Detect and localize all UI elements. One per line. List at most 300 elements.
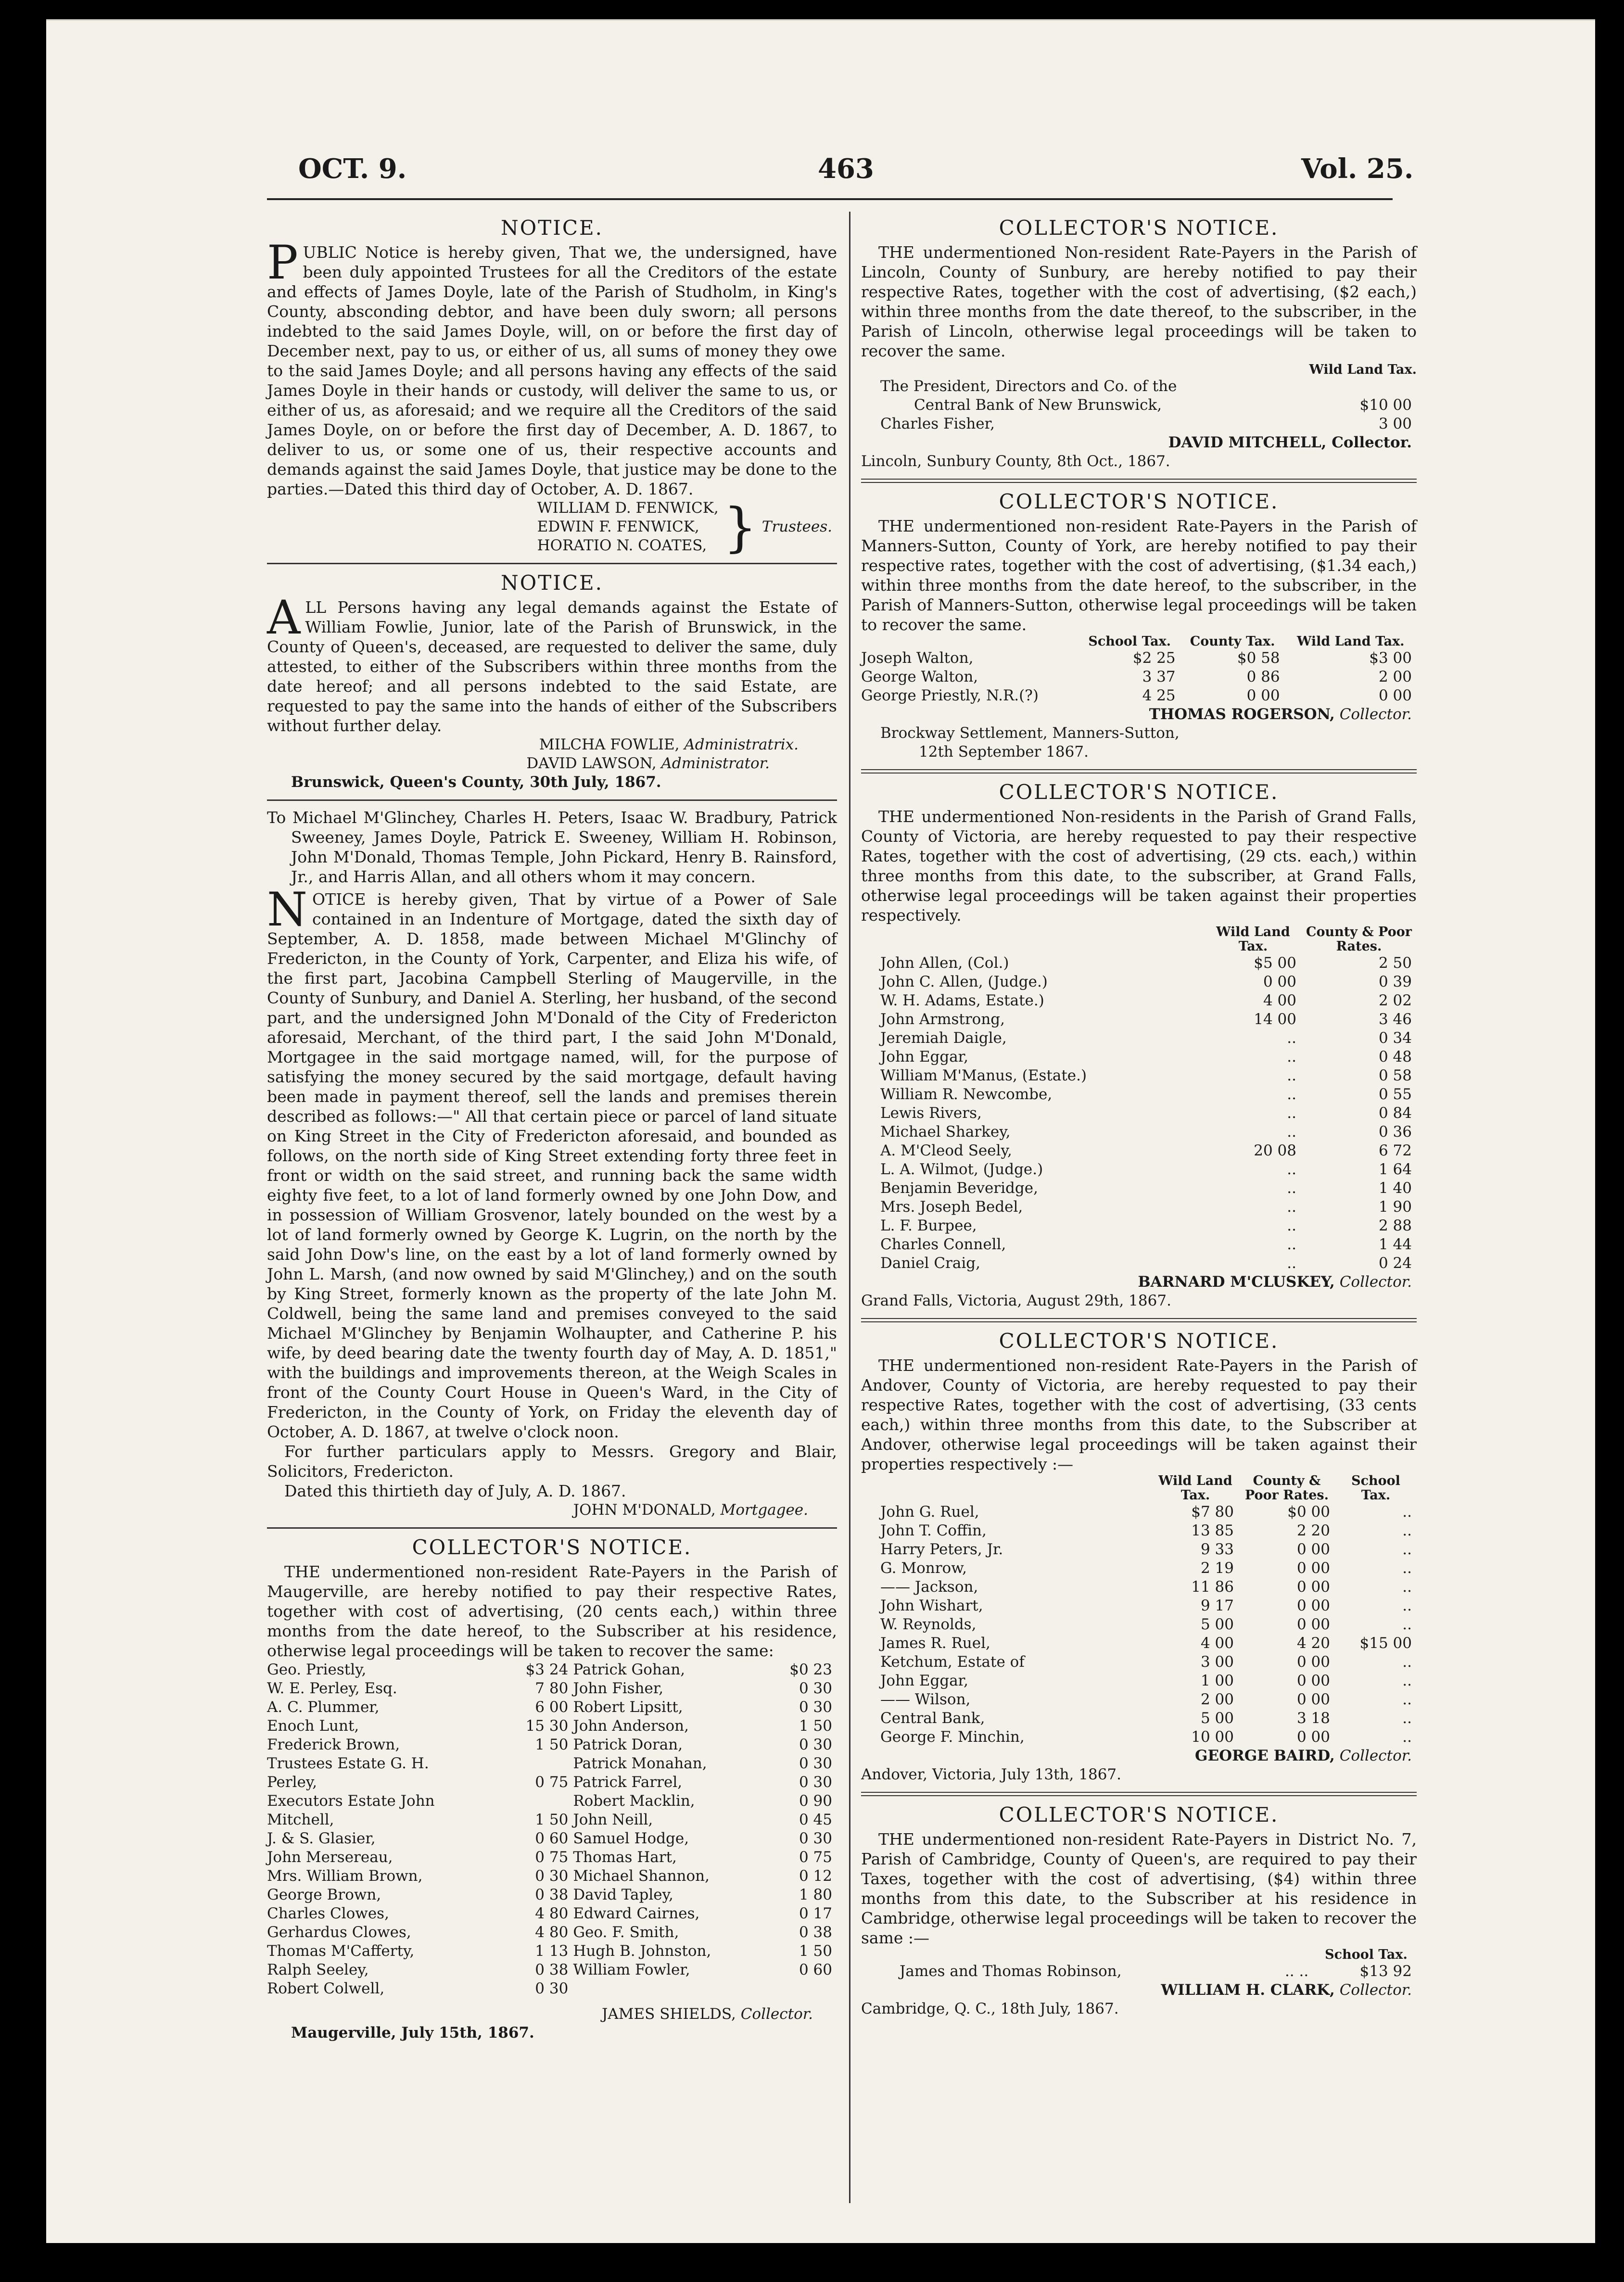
tax-amount: 15 30 xyxy=(525,1717,569,1735)
table-row xyxy=(861,1104,1417,1123)
ratepayer-name: John Eggar, xyxy=(880,1672,968,1689)
table-row xyxy=(267,1736,837,1754)
trustee-signatures xyxy=(267,496,832,558)
table-row xyxy=(861,1597,1417,1615)
tax-amount: 2 50 xyxy=(1378,954,1412,972)
ratepayer-name: Thomas Hart, xyxy=(573,1849,677,1866)
notice-grand-falls xyxy=(861,780,1417,1310)
tax-amount: .. xyxy=(1402,1503,1412,1521)
table-row xyxy=(861,1653,1417,1672)
ratepayer-name: W. E. Perley, Esq. xyxy=(267,1680,397,1697)
tax-amount: 2 20 xyxy=(1296,1522,1330,1539)
ratepayer-table xyxy=(861,925,1417,1273)
tax-amount: 0 38 xyxy=(799,1924,832,1941)
table-row xyxy=(861,1235,1417,1254)
signer: JAMES SHIELDS, xyxy=(601,2005,736,2023)
table-row xyxy=(267,1848,837,1867)
ratepayer-name: John Armstrong, xyxy=(880,1011,1005,1028)
notice-lincoln xyxy=(861,216,1417,471)
ratepayer-name: —— Jackson, xyxy=(880,1578,978,1596)
signer: WILLIAM H. CLARK, xyxy=(1161,1981,1335,1999)
table-row xyxy=(861,1254,1417,1273)
table-row xyxy=(861,649,1417,668)
tax-amount: .. xyxy=(1402,1691,1412,1708)
notice-body: THE undermentioned Non-residents in the Parish of Grand Falls, County of Victoria, are hereby requested to pay their respective Rates, together with the cost of advertising, (29 cts. each,) within three months from this date, to the subscriber, at Grand Falls, otherwise legal proceedings will be taken against their properties respectively. xyxy=(861,807,1417,925)
tax-amount: .. xyxy=(1287,1123,1296,1141)
tax-amount: 1 50 xyxy=(799,1942,832,1960)
tax-amount: .. xyxy=(1287,1104,1296,1122)
ratepayer-name: Central Bank of New Brunswick, xyxy=(914,396,1162,414)
ratepayer-name: Trustees Estate G. H. xyxy=(267,1755,429,1772)
tax-amount: $10 00 xyxy=(1359,396,1412,414)
ratepayer-name: W. Reynolds, xyxy=(880,1616,977,1633)
table-row xyxy=(267,1661,837,1679)
signer: DAVID MITCHELL, Collector. xyxy=(1168,434,1412,451)
signer: THOMAS ROGERSON, xyxy=(1149,706,1335,723)
notice-fowlie xyxy=(267,571,837,792)
ratepayer-name: Benjamin Beveridge, xyxy=(880,1179,1038,1197)
signer-role: Collector. xyxy=(1339,1747,1412,1764)
tax-amount: 1 50 xyxy=(535,1736,569,1753)
table-row xyxy=(861,668,1417,686)
ratepayer-table xyxy=(861,1474,1417,1747)
signer: JOHN M'DONALD, xyxy=(573,1501,716,1519)
ratepayer-name: John Mersereau, xyxy=(267,1849,393,1866)
tax-amount: 0 30 xyxy=(535,1867,569,1885)
tax-amount: 3 18 xyxy=(1296,1710,1330,1727)
drop-cap: N xyxy=(267,883,307,937)
table-row xyxy=(861,1048,1417,1066)
section-rule xyxy=(861,1318,1417,1322)
dated-line: Dated this thirtieth day of July, A. D. 1867. xyxy=(284,1482,626,1500)
tax-amount: 0 12 xyxy=(799,1867,832,1885)
tax-amount xyxy=(770,1979,837,1998)
section-rule xyxy=(267,799,837,801)
ratepayer-table xyxy=(861,363,1417,433)
tax-amount: 1 90 xyxy=(1378,1198,1412,1216)
notice-title: NOTICE. xyxy=(501,216,603,240)
tax-amount: 0 00 xyxy=(1246,687,1280,704)
tax-amount: $5 00 xyxy=(1254,954,1296,972)
tax-amount: 0 30 xyxy=(799,1755,832,1772)
ratepayer-table xyxy=(861,634,1417,705)
column-header: County & Poor Rates. xyxy=(1306,925,1412,954)
ratepayer-name: James R. Ruel, xyxy=(880,1635,990,1652)
tax-amount: 0 00 xyxy=(1296,1728,1330,1746)
ratepayer-table xyxy=(861,1948,1417,1981)
tax-amount xyxy=(1309,377,1417,396)
tax-amount: .. xyxy=(1287,1161,1296,1178)
ratepayer-name: Patrick Doran, xyxy=(573,1736,683,1753)
ratepayer-name: Robert Lipsitt, xyxy=(573,1699,683,1716)
left-column xyxy=(267,214,837,2050)
table-row xyxy=(267,1829,837,1848)
tax-amount: 0 60 xyxy=(799,1961,832,1978)
table-row xyxy=(861,1010,1417,1029)
tax-amount: .. xyxy=(1402,1653,1412,1671)
signer: WILLIAM D. FENWICK, xyxy=(537,499,719,517)
table-row xyxy=(861,1634,1417,1653)
volume-number: Vol. 25. xyxy=(1301,153,1414,185)
ratepayer-name: Patrick Monahan, xyxy=(573,1755,707,1772)
table-row xyxy=(861,1559,1417,1578)
notice-title: COLLECTOR'S NOTICE. xyxy=(412,1535,692,1559)
tax-amount: $0 00 xyxy=(1287,1503,1330,1521)
tax-amount: $0 58 xyxy=(1237,649,1280,667)
ratepayer-name: William R. Newcombe, xyxy=(880,1086,1053,1103)
drop-cap: A xyxy=(267,591,301,645)
ratepayer-name: William Fowler, xyxy=(573,1961,690,1978)
ratepayer-name: John Anderson, xyxy=(573,1717,689,1735)
tax-amount: 0 30 xyxy=(535,1980,569,1997)
tax-amount: 1 00 xyxy=(1200,1672,1234,1689)
place-date: Lincoln, Sunbury County, 8th Oct., 1867. xyxy=(861,453,1170,470)
tax-amount: 1 44 xyxy=(1378,1236,1412,1253)
ratepayer-name: Ketchum, Estate of xyxy=(880,1653,1025,1671)
tax-amount: 0 36 xyxy=(1378,1123,1412,1141)
notice-title: COLLECTOR'S NOTICE. xyxy=(999,1329,1279,1353)
tax-amount: 11 86 xyxy=(1191,1578,1234,1596)
ratepayer-name: John T. Coffin, xyxy=(880,1522,987,1539)
notice-title: COLLECTOR'S NOTICE. xyxy=(999,780,1279,804)
ratepayer-name: A. M'Cleod Seely, xyxy=(880,1142,1012,1159)
notice-cambridge xyxy=(861,1803,1417,2018)
tax-amount: 0 75 xyxy=(535,1849,569,1866)
table-row xyxy=(861,1160,1417,1179)
table-row xyxy=(861,1141,1417,1160)
tax-amount: 0 00 xyxy=(1296,1672,1330,1689)
brace-glyph: } xyxy=(723,496,757,558)
place-date: Brockway Settlement, Manners-Sutton, xyxy=(880,724,1180,742)
ratepayer-name: Lewis Rivers, xyxy=(880,1104,982,1122)
tax-amount: 0 38 xyxy=(535,1886,569,1903)
tax-amount: 0 55 xyxy=(1378,1086,1412,1103)
tax-amount: .. xyxy=(1287,1086,1296,1103)
tax-amount: 4 00 xyxy=(1200,1635,1234,1652)
tax-amount: 10 00 xyxy=(1191,1728,1234,1746)
tax-amount: 1 64 xyxy=(1378,1161,1412,1178)
ratepayer-name: Michael Shannon, xyxy=(573,1867,710,1885)
ratepayer-name: David Tapley, xyxy=(573,1886,673,1903)
table-row xyxy=(861,1521,1417,1540)
notice-body: THE undermentioned non-resident Rate-Payers in District No. 7, Parish of Cambridge, County of Queen's, are required to pay their Taxes, together with the cost of advertising, ($4) within three months from this date, to the Subscriber at his residence in Cambridge, otherwise legal proceedings will be taken to recover the same :— xyxy=(861,1830,1417,1947)
tax-amount: 0 00 xyxy=(1296,1578,1330,1596)
signer: EDWIN F. FENWICK, xyxy=(537,518,699,535)
ratepayer-name: Gerhardus Clowes, xyxy=(267,1924,411,1941)
notice-mortgage xyxy=(267,808,837,1520)
tax-amount: 3 00 xyxy=(1200,1653,1234,1671)
ratepayer-name: John Eggar, xyxy=(880,1048,968,1065)
tax-amount: .. xyxy=(1287,1255,1296,1272)
tax-amount: 0 75 xyxy=(535,1774,569,1791)
ratepayer-name: Charles Connell, xyxy=(880,1236,1006,1253)
right-column xyxy=(861,214,1417,2026)
tax-amount: 0 24 xyxy=(1378,1255,1412,1272)
section-rule xyxy=(861,479,1417,483)
table-row xyxy=(861,1540,1417,1559)
table-row xyxy=(861,1029,1417,1048)
tax-amount: 1 40 xyxy=(1378,1179,1412,1197)
signer-role: Mortgagee. xyxy=(720,1501,808,1519)
ratepayer-name: George Brown, xyxy=(267,1886,381,1903)
tax-amount: .. xyxy=(1402,1559,1412,1577)
notice-body: THE undermentioned non-resident Rate-Payers in the Parish of Manners-Sutton, County of York, are hereby notified to pay their respective rates, together with the cost of advertising, ($1.34 each,) within three months from the date hereof, to the subscriber, in the Parish of Manners-Sutton, otherwise legal proceedings will be taken to recover the same. xyxy=(861,517,1417,634)
ratepayer-name xyxy=(573,1979,769,1998)
tax-amount: .. xyxy=(1402,1672,1412,1689)
column-header: Wild Land Tax. xyxy=(1158,1473,1232,1503)
tax-amount: 0 00 xyxy=(1296,1616,1330,1633)
tax-amount: .. xyxy=(1402,1578,1412,1596)
tax-amount: 0 00 xyxy=(1296,1653,1330,1671)
tax-amount: 6 72 xyxy=(1378,1142,1412,1159)
tax-amount: .. xyxy=(1402,1541,1412,1558)
tax-amount xyxy=(506,1792,573,1811)
tax-amount: 0 84 xyxy=(1378,1104,1412,1122)
tax-amount: 2 19 xyxy=(1200,1559,1234,1577)
table-row xyxy=(861,973,1417,991)
ratepayer-name: L. A. Wilmot, (Judge.) xyxy=(880,1161,1043,1178)
table-row xyxy=(861,686,1417,705)
tax-amount: 0 30 xyxy=(799,1830,832,1847)
tax-amount: 0 00 xyxy=(1263,973,1296,990)
signer-role: Collector. xyxy=(740,2005,813,2023)
tax-amount: .. xyxy=(1287,1179,1296,1197)
column-divider xyxy=(849,212,850,2203)
table-row xyxy=(267,1886,837,1904)
notice-title: COLLECTOR'S NOTICE. xyxy=(999,216,1279,240)
tax-amount: .. xyxy=(1287,1048,1296,1065)
signer: MILCHA FOWLIE, xyxy=(539,736,680,753)
tax-amount: 2 00 xyxy=(1378,668,1412,685)
signer-role: Collector. xyxy=(1339,706,1412,723)
ratepayer-name: John G. Ruel, xyxy=(880,1503,979,1521)
notice-body: UBLIC Notice is hereby given, That we, the undersigned, have been duly appointed Trustees for all the Creditors of the estate and effects of James Doyle, late of the Parish of Studholm, in King's County, absconding debtor, and have been duly sworn; all persons indebted to the said James Doyle, will, on or before the first day of December next, pay to us, or either of us, all sums of money they owe to the said James Doyle; and all persons having any effects of the said James Doyle in their hands or custody, will deliver the same to us, or either of us, as aforesaid; and we require all the Creditors of the said James Doyle, on or before the first day of December, A. D. 1867, to deliver to us, or some one of us, their respective accounts and demands against the said James Doyle, that justice may be done to the parties.—Dated this third day of October, A. D. 1867. xyxy=(267,243,837,498)
ratepayer-name: Ralph Seeley, xyxy=(267,1961,369,1978)
ratepayer-name: Samuel Hodge, xyxy=(573,1830,689,1847)
tax-amount: 6 00 xyxy=(535,1699,569,1716)
place-date: Grand Falls, Victoria, August 29th, 1867. xyxy=(861,1292,1171,1309)
ratepayer-name: John Wishart, xyxy=(880,1597,983,1614)
notice-body: THE undermentioned Non-resident Rate-Payers in the Parish of Lincoln, County of Sunbury, are hereby notified to pay their respective Rates, together with the cost of advertising, ($2 each,) within three months from the date thereof, to the subscriber, in the Parish of Lincoln, otherwise legal proceedings will be taken to recover the same. xyxy=(861,243,1417,360)
tax-amount: .. xyxy=(1287,1067,1296,1084)
ratepayer-name: Mrs. William Brown, xyxy=(267,1867,423,1885)
page-date: OCT. 9. xyxy=(298,153,407,185)
tax-amount: 3 46 xyxy=(1378,1011,1412,1028)
tax-amount: 9 33 xyxy=(1200,1541,1234,1558)
signer: BARNARD M'CLUSKEY, xyxy=(1138,1273,1335,1291)
ratepayer-name: J. & S. Glasier, xyxy=(267,1830,376,1847)
ratepayer-name: Michael Sharkey, xyxy=(880,1123,1011,1141)
column-header: School Tax. xyxy=(1325,1947,1408,1962)
table-row xyxy=(267,1942,837,1961)
tax-amount: 14 00 xyxy=(1254,1011,1296,1028)
notice-title: NOTICE. xyxy=(501,571,603,595)
tax-amount: 0 34 xyxy=(1378,1029,1412,1047)
tax-amount xyxy=(506,1754,573,1773)
further-particulars: For further particulars apply to Messrs. Gregory and Blair, Solicitors, Fredericton. xyxy=(267,1442,837,1481)
tax-amount: 0 00 xyxy=(1296,1597,1330,1614)
tax-amount: .. xyxy=(1402,1728,1412,1746)
tax-amount: 0 30 xyxy=(799,1699,832,1716)
table-row xyxy=(267,1717,837,1736)
tax-amount: 5 00 xyxy=(1200,1710,1234,1727)
section-rule xyxy=(861,769,1417,773)
table-row xyxy=(861,1615,1417,1634)
ratepayer-name: Patrick Farrel, xyxy=(573,1774,683,1791)
ratepayer-name: A. C. Plummer, xyxy=(267,1699,380,1716)
column-header: County & Poor Rates. xyxy=(1244,1473,1329,1503)
tax-amount: 0 90 xyxy=(799,1792,832,1810)
ratepayer-name: George F. Minchin, xyxy=(880,1728,1025,1746)
tax-amount: .. xyxy=(1402,1597,1412,1614)
ratepayer-name: Jeremiah Daigle, xyxy=(880,1029,1007,1047)
table-row xyxy=(861,1503,1417,1521)
tax-amount: .. xyxy=(1287,1029,1296,1047)
tax-amount: 5 00 xyxy=(1200,1616,1234,1633)
notice-maugerville xyxy=(267,1535,837,2042)
notice-body: OTICE is hereby given, That by virtue of a Power of Sale contained in an Indenture of Mortgage, dated the sixth day of September, A. D. 1858, made between Michael M'Glinchy of Fredericton, in the County of York, Carpenter, and Eliza his wife, of the first part, Jacobina Campbell Sterling of Maugerville, in the County of Sunbury, and Daniel A. Sterling, her husband, of the second part, and the undersigned John M'Donald of the City of Fredericton aforesaid, Merchant, of the third part, I the said John M'Donald, Mortgagee in the said mortgage named, will, for the purpose of satisfying the money secured by the said mortgage, default having been made in payment thereof, sell the lands and premises therein described as follows:—" All that certain piece or parcel of land situate on King Street in the City of Fredericton aforesaid, and bounded as follows, on the north side of King Street extending forty three feet in front or width on the said street, and running back the same width eighty five feet, to a lot of land formerly owned by one John Dow, and in possession of William Grosvenor, lately bounded on the west by a lot of land formerly owned by George K. Lugrin, on the north by the said John Dow's line, on the east by a lot of land formerly owned by John L. Marsh, (and now owned by said M'Glinchey,) and on the south by King Street, formerly known as the property of the late John M. Coldwell, being the same land and premises conveyed to the said Michael M'Glinchey by Benjamin Wolhaupter, and Catherine P. his wife, by deed bearing date the twenty fourth day of May, A. D. 1851," with the buildings and improvements thereon, at the Weigh Scales in front of the County Court House in Queen's Ward, in the City of Fredericton, in the County of York, on Friday the eleventh day of October, A. D. 1867, at twelve o'clock noon. xyxy=(267,890,837,1441)
tax-amount: 0 48 xyxy=(1378,1048,1412,1065)
ratepayer-name: George Walton, xyxy=(861,668,978,685)
tax-amount: 0 00 xyxy=(1296,1541,1330,1558)
tax-amount: 4 00 xyxy=(1263,992,1296,1009)
column-header: Wild Land Tax. xyxy=(1216,925,1290,954)
tax-amount: 1 13 xyxy=(535,1942,569,1960)
ratepayer-name: Daniel Craig, xyxy=(880,1255,980,1272)
table-row xyxy=(861,1709,1417,1728)
page-number: 463 xyxy=(818,153,874,185)
tax-amount: 4 25 xyxy=(1142,687,1176,704)
signer-role: Collector. xyxy=(1339,1981,1412,1999)
tax-amount: 3 37 xyxy=(1142,668,1176,685)
ratepayer-name: Mitchell, xyxy=(267,1811,334,1828)
table-row xyxy=(267,1679,837,1698)
ratepayer-name: The President, Directors and Co. of the xyxy=(880,378,1177,395)
tax-amount: 4 80 xyxy=(535,1924,569,1941)
place-date: 12th September 1867. xyxy=(919,743,1089,761)
tax-amount: 0 00 xyxy=(1378,687,1412,704)
tax-amount: 1 50 xyxy=(799,1717,832,1735)
ratepayer-name: —— Wilson, xyxy=(880,1691,971,1708)
tax-amount: 1 80 xyxy=(799,1886,832,1903)
ratepayer-name: Edward Cairnes, xyxy=(573,1905,700,1922)
tax-amount: .. xyxy=(1402,1710,1412,1727)
tax-amount: 0 30 xyxy=(799,1736,832,1753)
tax-amount: 0 75 xyxy=(799,1849,832,1866)
table-row xyxy=(861,1179,1417,1198)
header-rule xyxy=(267,198,1393,200)
table-row xyxy=(861,1672,1417,1690)
signer: DAVID LAWSON, xyxy=(526,755,657,772)
table-row xyxy=(267,1923,837,1942)
table-row xyxy=(861,1728,1417,1747)
column-header: Wild Land Tax. xyxy=(1309,362,1417,377)
tax-amount: .. xyxy=(1287,1198,1296,1216)
ratepayer-name: Charles Clowes, xyxy=(267,1905,389,1922)
place-date: Maugerville, July 15th, 1867. xyxy=(291,2024,534,2041)
signer-role: Administratrix. xyxy=(684,736,799,753)
table-row xyxy=(267,1811,837,1829)
tax-amount: 13 85 xyxy=(1191,1522,1234,1539)
notice-body: THE undermentioned non-resident Rate-Payers in the Parish of Maugerville, are hereby notified to pay their respective Rates, together with cost of advertising, (20 cents each,) within three months from the date hereof, to the Subscriber at his residence, otherwise legal proceedings will be taken to recover the same: xyxy=(267,1562,837,1660)
tax-amount: .. .. xyxy=(1284,1963,1309,1980)
drop-cap: P xyxy=(267,236,298,290)
section-rule xyxy=(861,1792,1417,1796)
tax-amount: 0 38 xyxy=(535,1961,569,1978)
table-row xyxy=(267,1773,837,1792)
tax-amount: 3 00 xyxy=(1378,415,1412,432)
table-row xyxy=(861,1217,1417,1235)
signer-role: Administrator. xyxy=(661,755,770,772)
column-header: School Tax. xyxy=(1351,1473,1400,1503)
tax-amount: .. xyxy=(1287,1217,1296,1234)
tax-amount: .. xyxy=(1287,1236,1296,1253)
tax-amount: $13 92 xyxy=(1359,1963,1412,1980)
ratepayer-table xyxy=(267,1661,837,1998)
table-row xyxy=(267,1792,837,1811)
table-row xyxy=(267,1904,837,1923)
notice-doyle xyxy=(267,216,837,558)
place-date: Cambridge, Q. C., 18th July, 1867. xyxy=(861,2000,1119,2017)
column-header: School Tax. xyxy=(1088,634,1171,649)
ratepayer-name: Enoch Lunt, xyxy=(267,1717,359,1735)
table-row xyxy=(267,1979,837,1998)
tax-amount: $0 23 xyxy=(789,1661,832,1678)
notice-manners-sutton xyxy=(861,490,1417,761)
tax-amount: $7 80 xyxy=(1191,1503,1234,1521)
table-row xyxy=(861,954,1417,973)
ratepayer-name: Robert Colwell, xyxy=(267,1980,385,1997)
ratepayer-name: George Priestly, N.R.(?) xyxy=(861,687,1039,704)
table-row xyxy=(861,1085,1417,1104)
tax-amount: 9 17 xyxy=(1200,1597,1234,1614)
tax-amount: 2 88 xyxy=(1378,1217,1412,1234)
ratepayer-name: John C. Allen, (Judge.) xyxy=(880,973,1048,990)
place-date: Andover, Victoria, July 13th, 1867. xyxy=(861,1766,1122,1783)
tax-amount: 0 60 xyxy=(535,1830,569,1847)
ratepayer-name: Patrick Gohan, xyxy=(573,1661,685,1678)
notice-title: COLLECTOR'S NOTICE. xyxy=(999,490,1279,513)
tax-amount: 20 08 xyxy=(1254,1142,1296,1159)
table-row xyxy=(861,1123,1417,1141)
section-rule xyxy=(267,1527,837,1529)
notice-andover xyxy=(861,1329,1417,1784)
tax-amount: 2 02 xyxy=(1378,992,1412,1009)
signer: HORATIO N. COATES, xyxy=(537,537,707,554)
tax-amount: 0 58 xyxy=(1378,1067,1412,1084)
section-rule xyxy=(267,563,837,564)
tax-amount: 1 50 xyxy=(535,1811,569,1828)
ratepayer-name: G. Monrow, xyxy=(880,1559,967,1577)
table-row xyxy=(861,1198,1417,1217)
table-row xyxy=(861,1578,1417,1597)
ratepayer-name: W. H. Adams, Estate.) xyxy=(880,992,1044,1009)
tax-amount: 4 20 xyxy=(1296,1635,1330,1652)
tax-amount: .. xyxy=(1402,1616,1412,1633)
column-header: County Tax. xyxy=(1190,634,1275,649)
table-row xyxy=(267,1698,837,1717)
ratepayer-name: William M'Manus, (Estate.) xyxy=(880,1067,1087,1084)
tax-amount: 0 39 xyxy=(1378,973,1412,990)
table-row xyxy=(861,991,1417,1010)
tax-amount: 0 17 xyxy=(799,1905,832,1922)
ratepayer-name: Executors Estate John xyxy=(267,1792,435,1810)
signer-role: Collector. xyxy=(1339,1273,1412,1291)
place-date: Brunswick, Queen's County, 30th July, 1867. xyxy=(291,773,661,791)
column-header: Wild Land Tax. xyxy=(1297,634,1405,649)
notice-body: THE undermentioned non-resident Rate-Payers in the Parish of Andover, County of Victoria, are hereby requested to pay their respective Rates, together with the cost of advertising, (33 cents each,) within three months from this date, to the Subscriber at Andover, otherwise legal proceedings will be taken against their properties respectively :— xyxy=(861,1356,1417,1473)
tax-amount: $2 25 xyxy=(1132,649,1176,667)
